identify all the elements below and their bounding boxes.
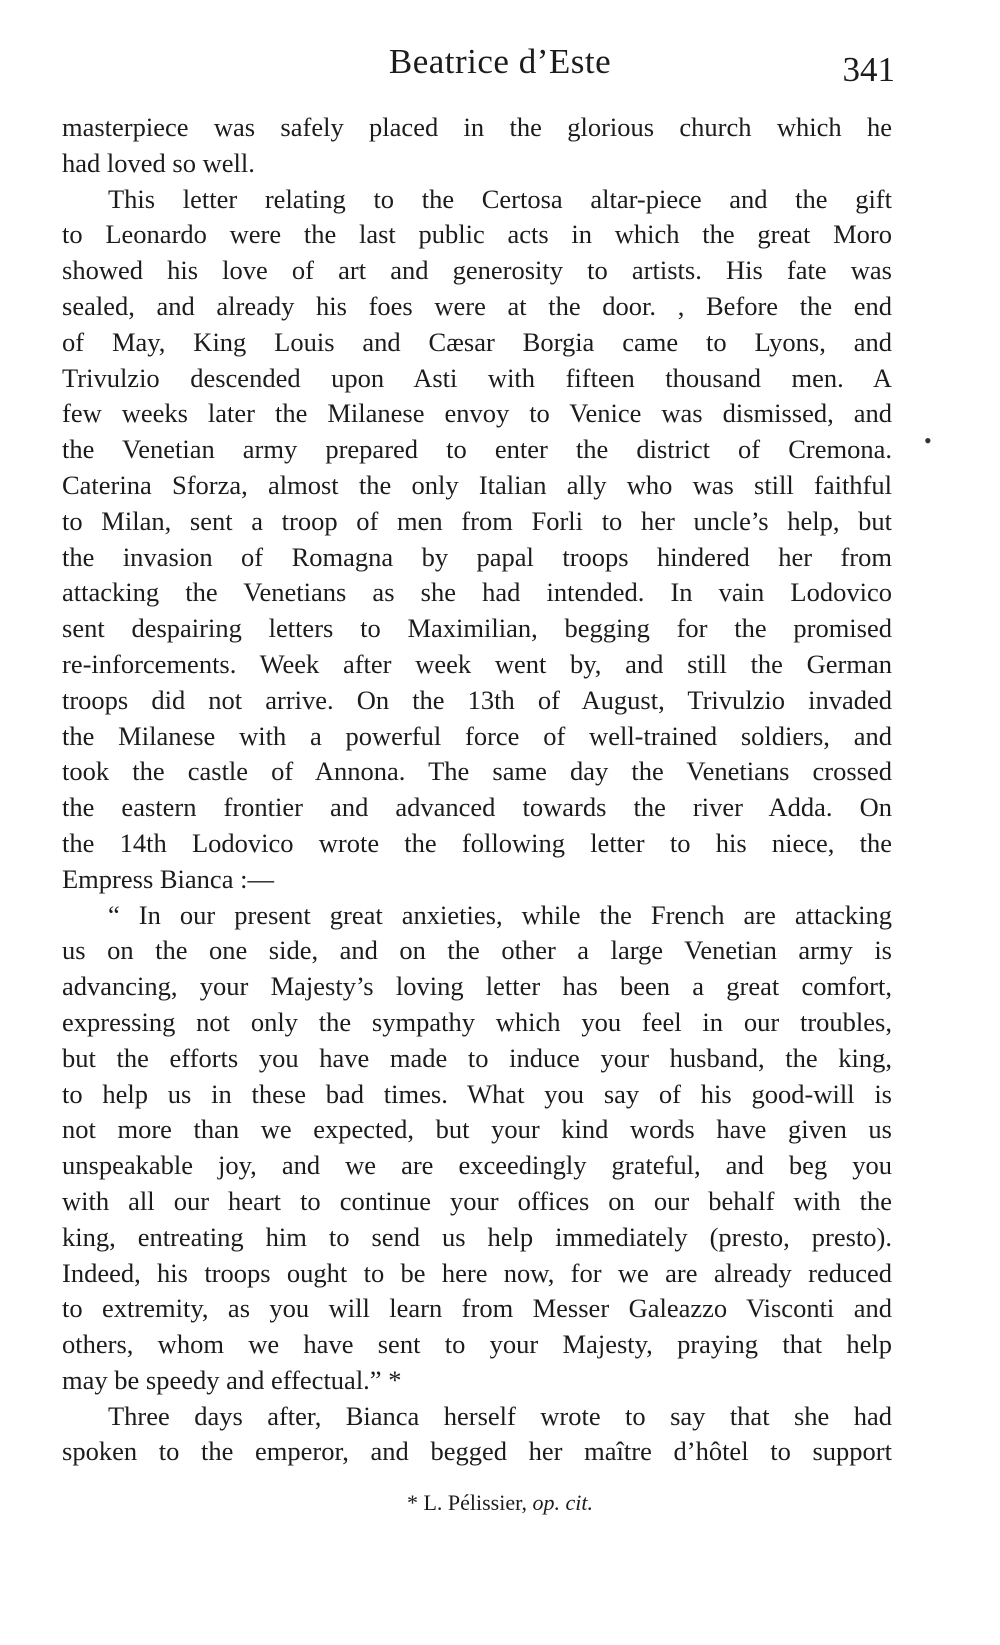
text-line: expressing not only the sympathy which you feel in our troubles, <box>62 1006 892 1037</box>
text-line: Caterina Sforza, almost the only Italian ally who was still faithful <box>62 469 892 500</box>
text-line: re-inforcements. Week after week went by, and still the German <box>62 648 892 679</box>
text-line: with all our heart to continue your offices on our behalf with the <box>62 1185 892 1216</box>
footnote-citation: op. cit. <box>532 1490 594 1515</box>
body-text <box>62 110 892 1470</box>
text-line: masterpiece was safely placed in the glorious church which he <box>62 112 892 142</box>
text-line: sent despairing letters to Maximilian, begging for the promised <box>62 613 892 644</box>
running-head <box>0 38 1000 89</box>
margin-dot: • <box>924 428 932 453</box>
footnote-marker: * <box>406 1490 418 1515</box>
text-line: Empress Bianca :— <box>62 863 274 894</box>
quotation-first-line: “ In our present great anxieties, while the French are attacking <box>108 899 892 930</box>
text-line: of May, King Louis and Cæsar Borgia came to Lyons, and <box>62 326 892 357</box>
text-line: showed his love of art and generosity to artists. His fate was <box>62 255 892 286</box>
running-title: Beatrice d’Este <box>388 42 612 81</box>
text-line: attacking the Venetians as she had intended. In vain Lodovico <box>62 577 892 608</box>
text-line: us on the one side, and on the other a large Venetian army is <box>62 935 892 966</box>
paragraph-first-line: This letter relating to the Certosa altar-piece and the gift <box>108 183 892 214</box>
paragraph-first-line: Three days after, Bianca herself wrote to say that she had <box>108 1400 892 1431</box>
text-line: Trivulzio descended upon Asti with fifteen thousand men. A <box>62 362 892 393</box>
footnote <box>0 1488 1000 1518</box>
text-line: troops did not arrive. On the 13th of August, Trivulzio invaded <box>62 684 892 715</box>
text-line: to Leonardo were the last public acts in which the great Moro <box>62 219 892 250</box>
footnote-author: L. Pélissier, <box>423 1490 528 1515</box>
text-line: few weeks later the Milanese envoy to Venice was dismissed, and <box>62 398 892 429</box>
text-line: took the castle of Annona. The same day the Venetians crossed <box>62 756 892 787</box>
text-line: sealed, and already his foes were at the door. , Before the end <box>62 290 892 321</box>
text-line: the Venetian army prepared to enter the district of Cremona. <box>62 434 892 465</box>
text-line: to extremity, as you will learn from Messer Galeazzo Visconti and <box>62 1293 892 1324</box>
text-line: king, entreating him to send us help immediately (presto, presto). <box>62 1221 892 1252</box>
text-line: advancing, your Majesty’s loving letter has been a great comfort, <box>62 971 892 1002</box>
text-line: the eastern frontier and advanced towards the river Adda. On <box>62 792 892 823</box>
text-line: unspeakable joy, and we are exceedingly grateful, and beg you <box>62 1150 892 1181</box>
text-line: Indeed, his troops ought to be here now, for we are already reduced <box>62 1257 892 1288</box>
text-line: but the efforts you have made to induce your husband, the king, <box>62 1042 892 1073</box>
text-line: others, whom we have sent to your Majesty, praying that help <box>62 1329 892 1360</box>
text-line: to Milan, sent a troop of men from Forli to her uncle’s help, but <box>62 505 892 536</box>
page-number: 341 <box>842 50 895 89</box>
text-line: the 14th Lodovico wrote the following letter to his niece, the <box>62 827 892 858</box>
text-line: the invasion of Romagna by papal troops hindered her from <box>62 541 892 572</box>
text-line: the Milanese with a powerful force of well-trained soldiers, and <box>62 720 892 751</box>
text-line: to help us in these bad times. What you say of his good-will is <box>62 1078 892 1109</box>
text-line: not more than we expected, but your kind words have given us <box>62 1114 892 1145</box>
text-line: spoken to the emperor, and begged her maître d’hôtel to support <box>62 1436 892 1467</box>
text-line: had loved so well. <box>62 147 255 178</box>
text-line: may be speedy and effectual.” * <box>62 1364 402 1395</box>
